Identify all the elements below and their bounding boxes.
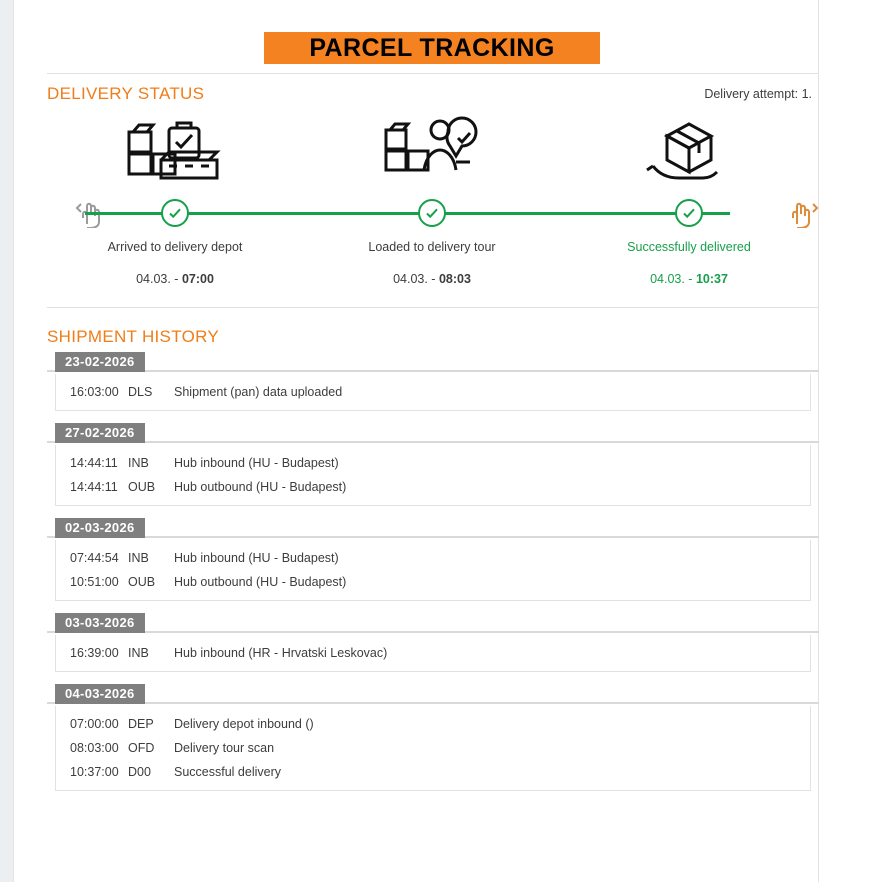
event-description: Hub outbound (HU - Budapest) [174,575,347,589]
event-time: 16:03:00 [70,385,119,399]
page-right-gutter [820,0,869,882]
history-event-group [55,445,811,506]
progress-node-1 [161,199,189,227]
history-day-chip: 23-02-2026 [55,352,145,372]
shipment-history-list [47,352,819,803]
event-description: Hub inbound (HR - Hrvatski Leskovac) [174,646,388,660]
delivery-progress-bar [47,196,819,232]
status-step-2-time: 08:03 [438,272,471,286]
event-code: D00 [128,765,151,779]
history-day-block [47,518,819,601]
status-step-1-date-text: 04.03. - [136,272,182,286]
status-step-2-date [312,272,552,286]
event-code: INB [128,551,149,565]
event-description: Delivery depot inbound () [174,717,314,731]
status-step-1-time: 07:00 [181,272,214,286]
status-step-3-time: 10:37 [695,272,728,286]
table-row [56,475,810,499]
event-time: 16:39:00 [70,646,119,660]
event-description: Delivery tour scan [174,741,275,755]
history-day-header [47,352,819,374]
table-row [56,641,810,665]
history-event-group [55,374,811,411]
table-row [56,570,810,594]
event-time: 10:37:00 [70,765,119,779]
history-day-block [47,352,819,411]
table-row [56,451,810,475]
status-step-2 [312,240,552,286]
history-day-rule [47,631,819,633]
history-day-rule [47,702,819,704]
status-step-3-date [569,272,809,286]
status-step-1-date [55,272,295,286]
status-step-3-label: Successfully delivered [627,240,751,254]
event-code: INB [128,456,149,470]
site-header [28,0,832,6]
event-code: OFD [128,741,155,755]
history-day-chip: 27-02-2026 [55,423,145,443]
event-description: Successful delivery [174,765,281,779]
history-day-header [47,518,819,540]
delivery-attempt-label: Delivery attempt: 1. [704,87,812,101]
history-day-chip: 02-03-2026 [55,518,145,538]
history-day-chip: 03-03-2026 [55,613,145,633]
status-step-2-date-text: 04.03. - [393,272,439,286]
delivery-status-heading: DELIVERY STATUS [47,84,205,103]
event-time: 08:03:00 [70,741,119,755]
page-title-text: PARCEL TRACKING [309,33,555,62]
status-step-1-label: Arrived to delivery depot [107,240,243,254]
boxes-clipboard-icon [115,110,235,190]
hand-parcel-icon [629,110,749,190]
delivery-status-labels [47,240,819,300]
divider-bottom [47,307,819,308]
table-row [56,760,810,784]
page-content-frame [13,0,819,882]
event-description: Hub outbound (HU - Budapest) [174,480,347,494]
status-step-3 [569,240,809,286]
history-day-block [47,423,819,506]
event-time: 07:44:54 [70,551,119,565]
history-day-header [47,423,819,445]
shipment-history-heading: SHIPMENT HISTORY [47,327,220,346]
event-description: Hub inbound (HU - Budapest) [174,551,339,565]
page-title [264,32,600,64]
hand-receive-icon [787,198,821,228]
table-row [56,736,810,760]
history-day-block [47,684,819,791]
event-code: DLS [128,385,153,399]
history-day-chip: 04-03-2026 [55,684,145,704]
event-code: INB [128,646,149,660]
event-time: 10:51:00 [70,575,119,589]
status-step-2-label: Loaded to delivery tour [368,240,496,254]
history-day-rule [47,370,819,372]
history-day-block [47,613,819,672]
progress-node-2 [418,199,446,227]
table-row [56,712,810,736]
event-code: DEP [128,717,154,731]
history-day-header [47,613,819,635]
progress-node-3 [675,199,703,227]
history-event-group [55,540,811,601]
table-row [56,380,810,404]
divider-top [47,73,819,74]
page-left-gutter [0,0,13,882]
event-description: Hub inbound (HU - Budapest) [174,456,339,470]
event-code: OUB [128,575,156,589]
event-code: OUB [128,480,156,494]
status-step-1 [55,240,295,286]
event-time: 07:00:00 [70,717,119,731]
history-day-header [47,684,819,706]
delivery-status-icons [47,110,819,190]
history-day-rule [47,536,819,538]
status-step-3-date-text: 04.03. - [650,272,696,286]
table-row [56,546,810,570]
history-event-group [55,635,811,672]
event-description: Shipment (pan) data uploaded [174,385,343,399]
boxes-courier-icon [372,110,492,190]
event-time: 14:44:11 [70,480,118,494]
history-event-group [55,706,811,791]
event-time: 14:44:11 [70,456,118,470]
history-day-rule [47,441,819,443]
